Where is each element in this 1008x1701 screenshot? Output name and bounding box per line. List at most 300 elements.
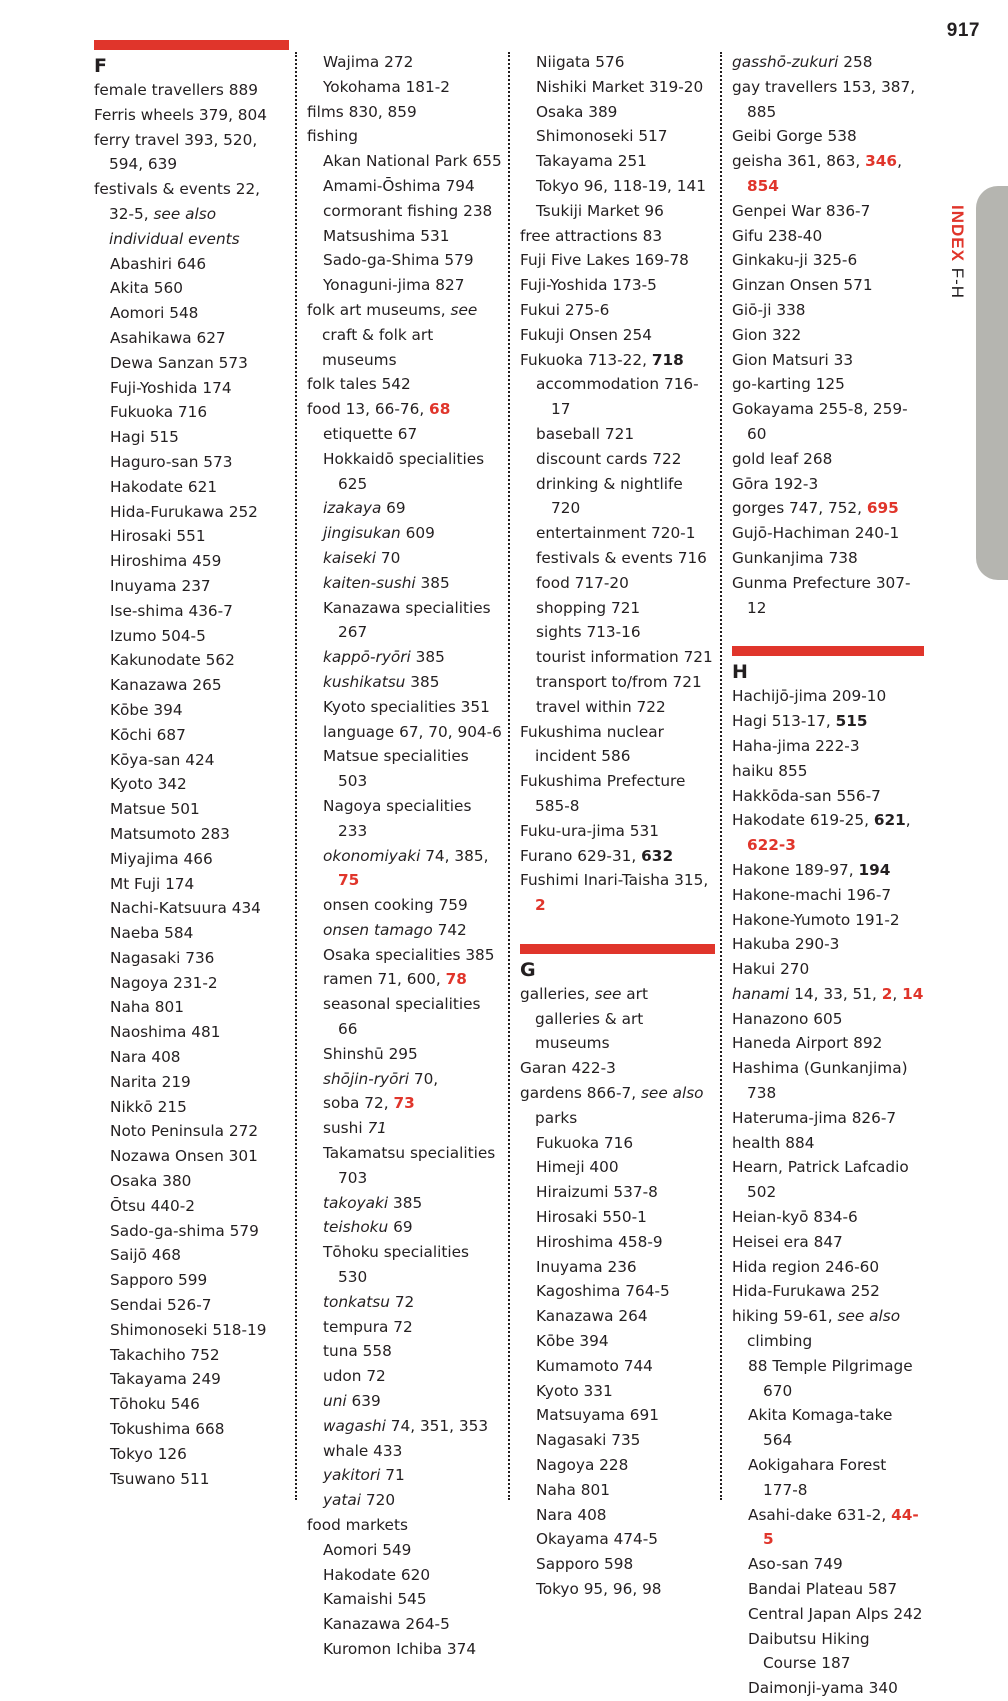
entry-text: kappō-ryōri [323, 648, 411, 667]
column-divider [295, 52, 297, 1500]
entry-text: 720 [361, 1491, 396, 1510]
index-entry [732, 348, 924, 373]
entry-text: Nara 408 [110, 1048, 181, 1067]
index-subentry [520, 1279, 715, 1304]
index-subentry [94, 1169, 289, 1194]
index-subentry [307, 794, 502, 844]
index-entry [732, 1205, 924, 1230]
entry-text: Kyoto specialities 351 [323, 697, 490, 716]
entry-text: climbing [747, 1332, 813, 1351]
index-entry [732, 571, 924, 621]
entry-text: Hachijō-jima 209-10 [732, 687, 887, 706]
entry-text: Hakodate 621 [110, 477, 218, 496]
index-entry [94, 177, 289, 251]
index-entry [732, 1031, 924, 1056]
index-subentry [732, 1577, 924, 1602]
entry-text: Himeji 400 [536, 1158, 619, 1177]
index-subentry [307, 695, 502, 720]
index-subentry [307, 1389, 502, 1414]
index-subentry [307, 496, 502, 521]
index-subentry [520, 472, 715, 522]
section-gap [520, 918, 715, 944]
entry-text: Naha 801 [110, 998, 184, 1017]
entry-text: Hearn, Patrick Lafcadio 502 [732, 1158, 909, 1202]
index-entry [307, 372, 502, 397]
entry-text: Fushimi Inari-Taisha 315, [520, 871, 709, 890]
index-subentry [94, 524, 289, 549]
index-subentry [520, 1354, 715, 1379]
index-subentry [94, 648, 289, 673]
entry-text: Garan 422-3 [520, 1059, 616, 1078]
index-subentry [520, 670, 715, 695]
index-subentry [307, 720, 502, 745]
entry-text: 639 [346, 1392, 381, 1411]
entry-text: tonkatsu [323, 1292, 390, 1311]
page-ref-illustrated: 44-5 [763, 1505, 919, 1549]
index-subentry [307, 521, 502, 546]
entry-text: jingisukan [323, 524, 401, 543]
entry-text: Tsuwano 511 [110, 1469, 210, 1488]
index-subentry [94, 1119, 289, 1144]
index-subentry [94, 301, 289, 326]
section-gap [732, 620, 924, 646]
entry-text: Fukushima nuclear incident 586 [520, 722, 664, 766]
index-entry [732, 1279, 924, 1304]
entry-text: Hakone-machi 196-7 [732, 885, 892, 904]
index-entry [732, 759, 924, 784]
section-letter: H [732, 661, 748, 684]
entry-text: folk tales 542 [307, 375, 411, 394]
entry-text: ramen 71, 600, [323, 970, 446, 989]
index-subentry [94, 1243, 289, 1268]
entry-text: geisha 361, 863, [732, 152, 866, 171]
page-ref-illustrated: 68 [429, 400, 451, 419]
entry-text: Hirosaki 551 [110, 527, 206, 546]
entry-text: Nagoya specialities 233 [323, 796, 472, 840]
entry-text: Nara 408 [536, 1505, 607, 1524]
index-subentry [307, 1091, 502, 1116]
index-subentry [94, 1194, 289, 1219]
index-subentry [307, 596, 502, 646]
entry-text: Nagasaki 735 [536, 1431, 641, 1450]
index-subentry [307, 1042, 502, 1067]
entry-text: Fuku-ura-jima 531 [520, 821, 659, 840]
entry-text: hanami [732, 984, 790, 1003]
entry-text: Naoshima 481 [110, 1023, 221, 1042]
index-subentry [520, 521, 715, 546]
index-entry [520, 868, 715, 918]
index-entry [307, 124, 502, 149]
index-entry [732, 546, 924, 571]
entry-text: Kanazawa 265 [110, 676, 222, 695]
index-entry [732, 372, 924, 397]
index-entry [732, 1007, 924, 1032]
index-subentry [94, 1045, 289, 1070]
entry-text: Hashima (Gunkanjima) 738 [732, 1059, 908, 1103]
index-subentry [94, 500, 289, 525]
index-subentry [732, 1453, 924, 1503]
entry-text: Izumo 504-5 [110, 626, 206, 645]
index-entry [732, 1255, 924, 1280]
index-subentry [94, 624, 289, 649]
page-ref-illustrated: 78 [445, 970, 467, 989]
page-number: 917 [946, 20, 980, 41]
entry-text: 74, 351, 353 [385, 1416, 489, 1435]
page-ref-illustrated: 73 [393, 1094, 415, 1113]
entry-text: Kyoto 331 [536, 1381, 613, 1400]
entry-text: Amami-Ōshima 794 [323, 176, 475, 195]
index-subentry [94, 1144, 289, 1169]
index-subentry [520, 1155, 715, 1180]
entry-text: Narita 219 [110, 1072, 191, 1091]
index-subentry [307, 149, 502, 174]
entry-text: Akan National Park 655 [323, 152, 502, 171]
entry-text: Yonaguni-jima 827 [323, 276, 465, 295]
index-entry [732, 224, 924, 249]
index-subentry [94, 1293, 289, 1318]
entry-text: Nishiki Market 319-20 [536, 77, 704, 96]
entry-text: gasshō-zukuri [732, 53, 839, 71]
index-subentry [520, 1131, 715, 1156]
index-entry [520, 323, 715, 348]
entry-text: onsen tamago [323, 920, 433, 939]
entry-text: sights 713-16 [536, 623, 641, 642]
index-subentry [520, 1428, 715, 1453]
entry-text: udon 72 [323, 1367, 386, 1386]
index-subentry [520, 596, 715, 621]
index-entry [94, 103, 289, 128]
index-subentry [307, 1215, 502, 1240]
index-subentry [307, 174, 502, 199]
entry-text: Takachiho 752 [110, 1345, 220, 1364]
index-subentry [307, 1364, 502, 1389]
entry-text: Ise-shima 436-7 [110, 601, 233, 620]
index-subentry [307, 1315, 502, 1340]
index-entry [732, 75, 924, 125]
index-subentry [307, 1563, 502, 1588]
entry-text: Gion Matsuri 33 [732, 350, 854, 369]
index-subentry [307, 893, 502, 918]
entry-text: Tokyo 126 [110, 1444, 187, 1463]
section-divider-bar [94, 40, 289, 50]
index-entry [732, 1230, 924, 1255]
index-entry [520, 1081, 715, 1131]
index-entry [732, 149, 924, 199]
index-subentry [520, 571, 715, 596]
entry-text: go-karting 125 [732, 375, 845, 394]
entry-text: Gujō-Hachiman 240-1 [732, 524, 900, 543]
index-subentry [520, 199, 715, 224]
index-subentry [94, 1417, 289, 1442]
entry-text: Ginkaku-ji 325-6 [732, 251, 858, 270]
index-entry [732, 124, 924, 149]
entry-text: Osaka 380 [110, 1172, 192, 1191]
entry-text: onsen cooking 759 [323, 896, 468, 915]
index-entry [520, 982, 715, 1056]
index-entry [732, 248, 924, 273]
entry-text: etiquette 67 [323, 424, 418, 443]
entry-text: 385 [388, 1193, 423, 1212]
index-subentry [94, 351, 289, 376]
entry-text: Aomori 549 [323, 1540, 412, 1559]
index-subentry [307, 967, 502, 992]
index-subentry [94, 921, 289, 946]
index-subentry [520, 174, 715, 199]
entry-text: health 884 [732, 1133, 815, 1152]
entry-text: Fukui 275-6 [520, 300, 610, 319]
index-subentry [520, 1230, 715, 1255]
entry-text: yakitori [323, 1466, 381, 1485]
index-subentry [307, 1538, 502, 1563]
section-letter: F [94, 55, 107, 77]
index-subentry [520, 50, 715, 75]
entry-text: Sapporo 599 [110, 1271, 208, 1290]
index-subentry [94, 797, 289, 822]
entry-text: 88 Temple Pilgrimage 670 [748, 1356, 913, 1400]
entry-text: 14, 33, 51, [789, 984, 882, 1003]
index-subentry [520, 124, 715, 149]
index-subentry [94, 995, 289, 1020]
entry-text: Kuromon Ichiba 374 [323, 1640, 477, 1658]
page-ref-illustrated: 2 [881, 984, 893, 1003]
entry-text: Kamaishi 545 [323, 1590, 427, 1609]
index-entry [732, 496, 924, 521]
index-subentry [94, 425, 289, 450]
index-entry [732, 932, 924, 957]
index-column-4 [732, 50, 924, 1701]
entry-text: festivals & events 22, 32-5, [94, 180, 261, 223]
entry-text: Hiroshima 459 [110, 552, 222, 571]
entry-text: Geibi Gorge 538 [732, 127, 857, 146]
entry-text: Heian-kyō 834-6 [732, 1208, 858, 1227]
entry-text: Hiroshima 458-9 [536, 1232, 663, 1251]
section-letter: G [520, 958, 536, 981]
entry-text: Matsumoto 283 [110, 824, 230, 843]
index-subentry [94, 971, 289, 996]
entry-text: Heisei era 847 [732, 1232, 843, 1251]
entry-text: , [897, 152, 902, 171]
entry-text: Wajima 272 [323, 53, 414, 71]
entry-text: 69 [381, 499, 406, 518]
entry-text: kaiseki [323, 548, 376, 567]
index-entry [732, 1155, 924, 1205]
entry-text: Matsushima 531 [323, 226, 450, 245]
page-ref-illustrated: 75 [338, 871, 360, 890]
entry-text: Inuyama 236 [536, 1257, 637, 1276]
page-ref-illustrated: 14 [902, 984, 924, 1003]
entry-text: see [594, 984, 622, 1003]
entry-text: Kagoshima 764-5 [536, 1282, 670, 1301]
entry-text: 609 [400, 524, 435, 543]
index-subentry [94, 574, 289, 599]
entry-text: Sendai 526-7 [110, 1296, 212, 1315]
entry-text: Nachi-Katsuura 434 [110, 899, 261, 918]
index-subentry [307, 918, 502, 943]
index-subentry [307, 670, 502, 695]
entry-text: Sado-ga-Shima 579 [323, 251, 474, 270]
entry-text: Central Japan Alps 242 [748, 1604, 923, 1623]
index-subentry [520, 546, 715, 571]
entry-text: Hida-Furukawa 252 [732, 1282, 880, 1301]
index-subentry [94, 326, 289, 351]
index-subentry [520, 1329, 715, 1354]
entry-text: tempura 72 [323, 1317, 413, 1336]
entry-text: Kōbe 394 [536, 1332, 609, 1351]
entry-text: Fukushima Prefecture 585-8 [520, 772, 686, 815]
page-ref-illustrated: 2 [535, 896, 546, 915]
index-subentry [520, 1205, 715, 1230]
index-entry [520, 224, 715, 249]
index-subentry [307, 1240, 502, 1290]
entry-text: Gifu 238-40 [732, 226, 823, 245]
index-subentry [307, 422, 502, 447]
index-subentry [520, 149, 715, 174]
index-subentry [94, 475, 289, 500]
index-entry [732, 1131, 924, 1156]
index-subentry [94, 1343, 289, 1368]
entry-text: okonomiyaki [323, 846, 421, 865]
entry-text: Bandai Plateau 587 [748, 1580, 898, 1599]
entry-text: 70 [375, 548, 401, 567]
index-column-2 [307, 50, 502, 1662]
index-subentry [732, 1676, 924, 1701]
entry-text: Kakunodate 562 [110, 651, 235, 670]
entry-text: Gion 322 [732, 325, 802, 344]
index-entry [732, 50, 924, 75]
index-subentry [732, 1627, 924, 1677]
index-subentry [307, 224, 502, 249]
index-subentry [520, 372, 715, 422]
entry-text: Nikkō 215 [110, 1097, 187, 1116]
entry-text: food markets [307, 1516, 408, 1535]
entry-text: Kanazawa specialities 267 [323, 598, 491, 642]
entry-text: Tokyo 96, 118-19, 141 [536, 176, 706, 195]
entry-text: izakaya [323, 499, 382, 518]
index-subentry [94, 1095, 289, 1120]
section-tab-label [943, 205, 967, 299]
entry-text: free attractions 83 [520, 226, 663, 245]
entry-text: transport to/from 721 [536, 672, 702, 691]
index-subentry [307, 1439, 502, 1464]
entry-text: Sapporo 598 [536, 1555, 634, 1574]
entry-text: tourist information 721 [536, 648, 713, 667]
index-entry [732, 684, 924, 709]
entry-text: Hakone 189-97, [732, 860, 859, 879]
entry-text: Ginzan Onsen 571 [732, 276, 873, 295]
index-entry [520, 819, 715, 844]
index-subentry [94, 946, 289, 971]
index-subentry [307, 1414, 502, 1439]
index-entry [732, 709, 924, 734]
entry-text: , [905, 811, 911, 830]
entry-text: Nagasaki 736 [110, 948, 215, 967]
index-subentry [94, 847, 289, 872]
entry-text: drinking & nightlife 720 [536, 474, 683, 518]
index-column-1 [94, 40, 289, 1491]
index-subentry [307, 273, 502, 298]
entry-text: discount cards 722 [536, 449, 682, 468]
entry-text: Shinshū 295 [323, 1044, 418, 1063]
index-subentry [307, 571, 502, 596]
index-subentry [94, 1367, 289, 1392]
entry-text: Aokigahara Forest 177-8 [748, 1456, 887, 1499]
page-ref-map: 718 [651, 350, 684, 369]
entry-text: Fukuoka 716 [110, 403, 208, 422]
entry-text: Kōchi 687 [110, 725, 186, 744]
entry-text: see [450, 300, 478, 319]
entry-text: Kōbe 394 [110, 700, 183, 719]
entry-text: Niigata 576 [536, 53, 625, 71]
entry-text: soba 72, [323, 1094, 394, 1113]
entry-text: Asahikawa 627 [110, 328, 226, 347]
entry-text: Nozawa Onsen 301 [110, 1147, 258, 1166]
index-subentry [520, 645, 715, 670]
index-entry [732, 323, 924, 348]
entry-text: Gōra 192-3 [732, 474, 819, 493]
index-subentry [520, 620, 715, 645]
index-subentry [307, 1463, 502, 1488]
entry-text: Akita Komaga-take 564 [748, 1406, 893, 1450]
entry-text: Kanazawa 264-5 [323, 1615, 450, 1634]
entry-text: 385 [410, 648, 445, 667]
index-subentry [307, 1339, 502, 1364]
entry-text: fishing [307, 127, 358, 146]
entry-text: Noto Peninsula 272 [110, 1122, 259, 1141]
entry-text: Akita 560 [110, 279, 184, 298]
entry-text: Naha 801 [536, 1480, 610, 1499]
entry-text: language 67, 70, 904-6 [323, 722, 502, 741]
entry-text: Hiraizumi 537-8 [536, 1183, 658, 1202]
index-subentry [94, 723, 289, 748]
entry-text: Osaka 389 [536, 102, 618, 121]
entry-text: Osaka specialities 385 [323, 945, 495, 964]
entry-text: Takayama 249 [110, 1370, 221, 1389]
entry-text: Nagoya 228 [536, 1456, 629, 1475]
entry-text: Kumamoto 744 [536, 1356, 653, 1375]
index-subentry [520, 1403, 715, 1428]
index-subentry [94, 748, 289, 773]
index-entry [732, 957, 924, 982]
entry-text: 70, [408, 1069, 439, 1088]
entry-text: Giō-ji 338 [732, 300, 806, 319]
index-entry [520, 844, 715, 869]
page-ref-illustrated: 346 [865, 152, 898, 171]
page-ref-illustrated: 695 [866, 499, 899, 518]
entry-text: ferry travel 393, 520, 594, 639 [94, 130, 258, 174]
entry-text: Mt Fuji 174 [110, 874, 195, 893]
entry-text: kushikatsu [323, 672, 406, 691]
index-entry [732, 1304, 924, 1354]
entry-text: see also individual events [109, 204, 240, 248]
section-divider-bar [732, 646, 924, 656]
entry-text: Nagoya 231-2 [110, 973, 218, 992]
index-subentry [307, 1116, 502, 1141]
entry-text: Hagi 513-17, [732, 712, 836, 731]
index-subentry [520, 1304, 715, 1329]
index-entry [732, 397, 924, 447]
index-entry [732, 982, 924, 1007]
page-ref-map: 194 [858, 860, 891, 879]
entry-text: Matsue 501 [110, 800, 200, 819]
index-subentry [307, 1637, 502, 1662]
entry-text: Kyoto 342 [110, 775, 187, 794]
index-subentry [94, 599, 289, 624]
entry-text: galleries, [520, 984, 595, 1003]
entry-text: Takayama 251 [536, 152, 647, 171]
index-subentry [520, 1379, 715, 1404]
entry-text: Hakkōda-san 556-7 [732, 786, 881, 805]
page-ref-map: 515 [835, 712, 868, 731]
